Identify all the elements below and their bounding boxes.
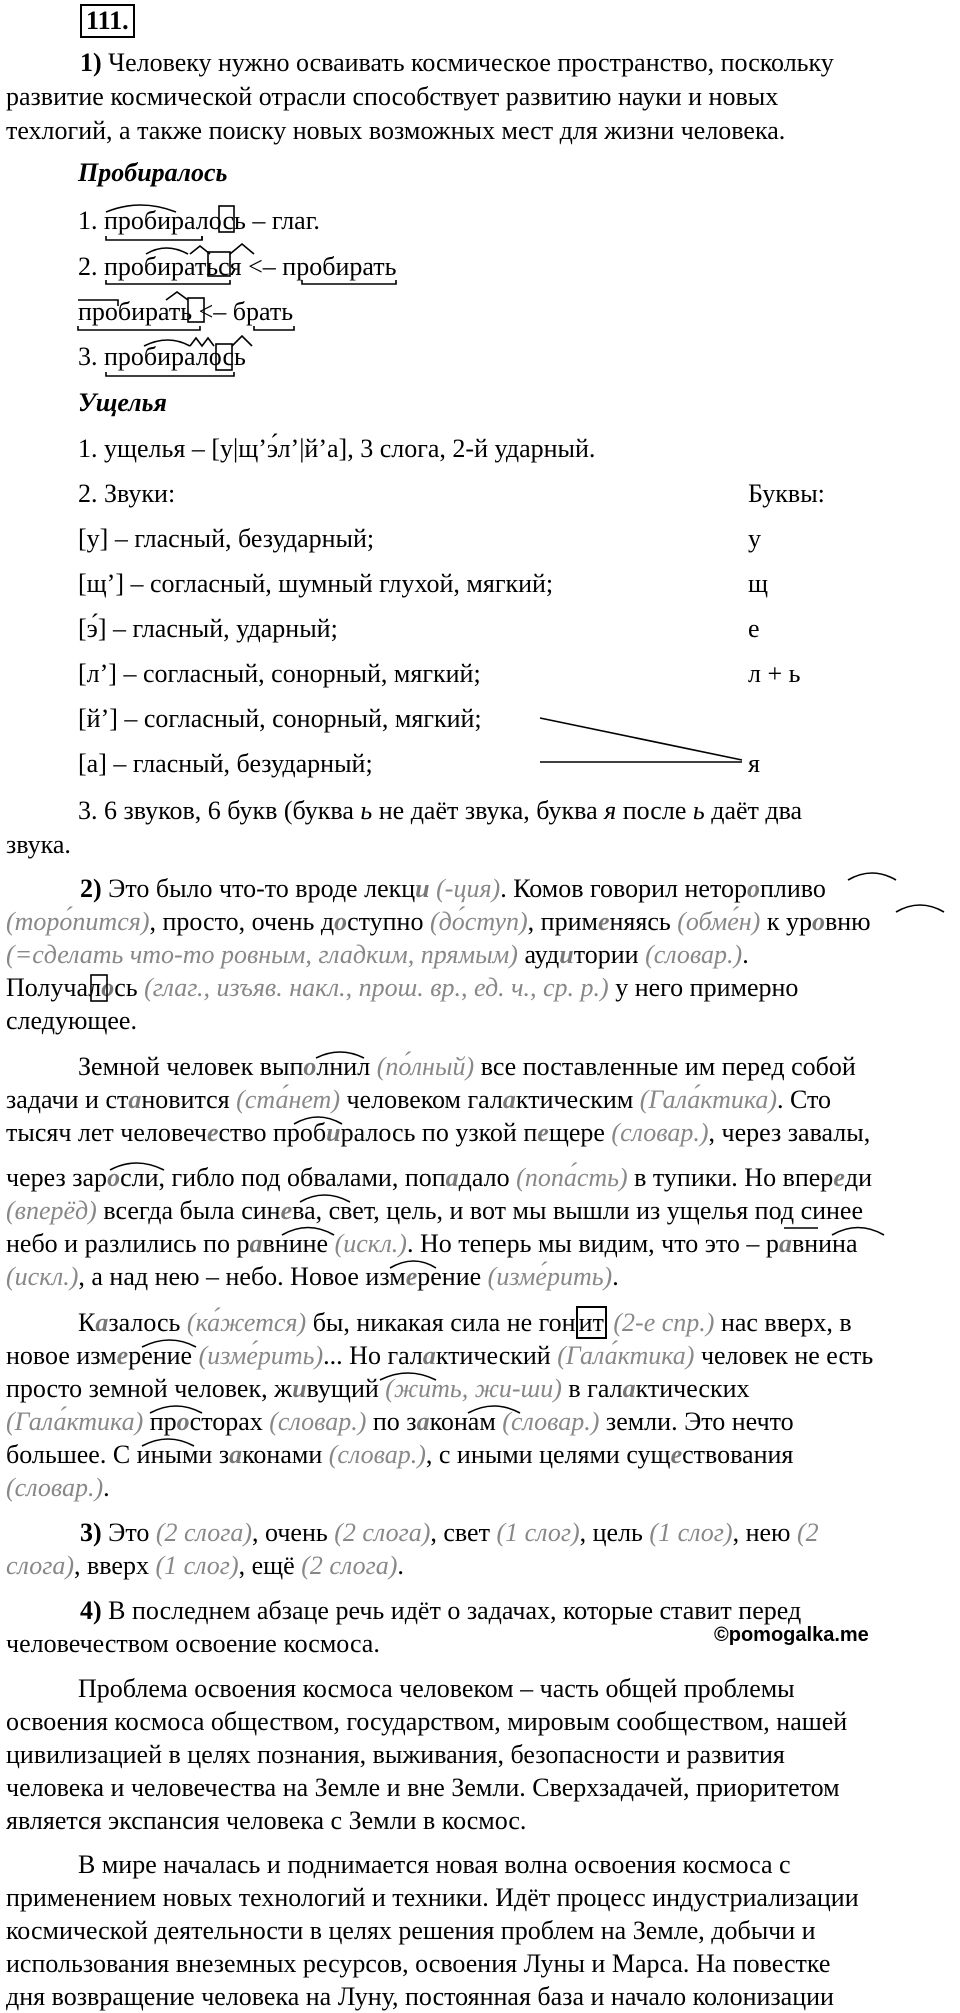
p4-line-4 [6, 1407, 794, 1437]
note: (Гала́ктика) [557, 1341, 695, 1370]
summary-part: даёт два [704, 796, 803, 825]
sound-row: [л’] – согласный, сонорный, мягкий; [78, 659, 481, 688]
note: (Гала́ктика) [639, 1085, 778, 1114]
note: (2 слога) [334, 1518, 431, 1547]
note: (словар.) [328, 1440, 426, 1469]
note: (2 слога) [301, 1551, 398, 1580]
sound-row: [й’] – согласный, сонорный, мягкий; [78, 704, 482, 733]
p3-line-7 [6, 1262, 619, 1292]
note: (изме́рить) [487, 1262, 613, 1291]
p5-line-1 [80, 1518, 819, 1548]
text: ктическим [515, 1085, 640, 1114]
text: . [397, 1551, 404, 1580]
text: вню [824, 907, 871, 936]
text: . Но теперь мы видим, что это – р [406, 1229, 779, 1258]
note: (ка́жется) [186, 1308, 307, 1337]
summary-part: не даёт звука, буква [372, 796, 605, 825]
p5-line-2 [6, 1551, 404, 1581]
word1-step-1: 1. пробиралось – глаг. [78, 206, 320, 235]
text: ья [724, 1196, 749, 1225]
vowel: а [778, 1229, 792, 1258]
text: у него примерно [608, 973, 799, 1002]
note: (Гала́ктика) [6, 1407, 144, 1436]
note: (словар.) [6, 1473, 104, 1502]
sounds-header: 2. Звуки: [78, 479, 176, 508]
text: Земной человек вып [78, 1052, 304, 1081]
text: , а над нею – небо. Новое изм [78, 1262, 406, 1291]
text: залось [108, 1308, 187, 1337]
vowel: е [597, 907, 610, 936]
p2-line-1 [80, 874, 826, 904]
text: , просто, очень д [149, 907, 335, 936]
p6-number: 4) [80, 1596, 102, 1625]
text: Это [101, 1518, 156, 1547]
text: , свет [430, 1518, 497, 1547]
text: ... Но гал [323, 1341, 423, 1370]
vowel: о [176, 1407, 190, 1436]
text: внине [262, 1229, 335, 1258]
note: (по́лный) [376, 1052, 475, 1081]
text: сторах [189, 1407, 270, 1436]
vowel: а [128, 1085, 142, 1114]
p3-line-2 [6, 1085, 831, 1115]
p7-line-1: Проблема освоения космоса человеком – часть общей проблемы [78, 1674, 795, 1703]
letter-cell: я [748, 749, 760, 778]
sound-row: [щ’] – согласный, шумный глухой, мягкий; [78, 569, 554, 598]
p1-line-3: техлогий, а также поиску новых возможных мест для жизни человека. [6, 116, 786, 145]
word2-transcription: 1. ущелья – [у|щ’э́л’|й’а], 3 слога, 2-й ударный. [78, 434, 596, 463]
summary-letter: я [604, 796, 617, 825]
note: (глаг., изъяв. накл., прош. вр., ед. ч., ср. р.) [144, 973, 609, 1002]
text: вущий [306, 1374, 386, 1403]
note: (словар.) [611, 1118, 709, 1147]
vowel: а [445, 1163, 459, 1192]
vowel: и [559, 940, 574, 969]
text: , ещё [238, 1551, 302, 1580]
p8-line-3: космической деятельности в целях решения проблем на Земле, добычи и [6, 1916, 816, 1945]
root-arc [848, 873, 896, 880]
p8-line-1: В мире началась и поднимается новая волна освоения космоса с [78, 1850, 791, 1879]
text: щере [548, 1118, 612, 1147]
text: ва, свет, цель, и вот мы вышли из ущел [292, 1196, 725, 1225]
vowel: а [229, 1440, 243, 1469]
text: ктический [435, 1341, 558, 1370]
p6-text-1: В последнем абзаце речь идёт о задачах, которые ставит перед [101, 1596, 802, 1625]
text: Получал [6, 973, 102, 1002]
vowel: е [280, 1196, 293, 1225]
vowel: а [622, 1374, 636, 1403]
vowel: о [101, 973, 115, 1002]
text: все поставленные им перед собой [474, 1052, 856, 1081]
ending-box: ит [576, 1306, 607, 1339]
text: лнил [316, 1052, 377, 1081]
exercise-number: 111. [80, 4, 135, 38]
summary-part: после [616, 796, 693, 825]
stem-bracket [106, 372, 234, 376]
note: (обме́н) [677, 907, 761, 936]
vowel: о [303, 1052, 317, 1081]
p7-line-4: человека и человечества на Земле и вне Земли. Сверхзадачей, приоритетом [6, 1773, 840, 1802]
note: слога) [6, 1551, 74, 1580]
note: (словар.) [502, 1407, 600, 1436]
text: . [612, 1262, 619, 1291]
text: просто земной человек, ж [6, 1374, 293, 1403]
p1-line-1 [80, 48, 834, 78]
vowel: а [95, 1308, 109, 1337]
text: по з [366, 1407, 417, 1436]
note: (ста́нет) [236, 1085, 340, 1114]
note: (2 слога) [155, 1518, 253, 1547]
p7-line-3: цивилизацией в целях познания, выживания, безопасности и развития [6, 1740, 785, 1769]
p4-line-2 [6, 1341, 873, 1371]
note: (жить, жи-ши) [385, 1374, 562, 1403]
note: (1 слог) [155, 1551, 239, 1580]
text: , прим [527, 907, 598, 936]
text: , цель [579, 1518, 650, 1547]
note: (до́ступ) [429, 907, 528, 936]
text: ктических [635, 1374, 750, 1403]
vowel: и [415, 874, 430, 903]
p3-line-3 [6, 1118, 870, 1148]
note: (вперёд) [6, 1196, 97, 1225]
note: (изме́рить) [198, 1341, 324, 1370]
text: пр [143, 1407, 177, 1436]
vowel: а [416, 1407, 430, 1436]
text: бы, никакая сила не гон [306, 1308, 576, 1337]
vowel: е [670, 1440, 683, 1469]
note: (2-е спр.) [613, 1308, 715, 1337]
p6-line-2: человечеством освоение космоса. [6, 1629, 380, 1658]
sound-row: [э́] – гласный, ударный; [78, 614, 338, 643]
watermark: ©pomogalka.me [714, 1624, 869, 1646]
vowel: а [249, 1229, 263, 1258]
text: через зар [6, 1163, 108, 1192]
letters-header: Буквы: [748, 479, 825, 508]
text: ралось по узкой п [340, 1118, 538, 1147]
note: (попа́сть) [516, 1163, 628, 1192]
text: , с иными целями сущ [425, 1440, 671, 1469]
text: , нею [732, 1518, 797, 1547]
vowel: и [326, 1118, 341, 1147]
vowel: о [811, 907, 825, 936]
text: пливо [759, 874, 826, 903]
text: земли. Это нечто [599, 1407, 794, 1436]
p2-line-4 [6, 973, 798, 1003]
text: в тупики. Но впер [627, 1163, 834, 1192]
p4-line-3 [6, 1374, 750, 1404]
word2-summary-line-1 [78, 796, 802, 826]
text: ство проб [218, 1118, 327, 1147]
note: (словар.) [645, 940, 743, 969]
word1-step-4: 3. пробиралось [78, 342, 246, 371]
text: рение [417, 1262, 488, 1291]
p1-text-1: Человеку нужно осваивать космическое пространство, поскольку [101, 48, 834, 77]
vowel: е [116, 1341, 129, 1370]
text: тысяч лет человеч [6, 1118, 207, 1147]
p3-line-6 [6, 1229, 858, 1259]
p2-line-3 [6, 940, 749, 970]
letter-cell: л + ь [748, 659, 801, 688]
note: (словар.) [269, 1407, 367, 1436]
word1-step-3: пробирать <– брать [78, 297, 294, 326]
letter-cell: у [748, 524, 761, 553]
p4-line-6 [6, 1473, 110, 1503]
text: всегда была син [96, 1196, 281, 1225]
p8-line-5: дня возвращение человека на Луну, постоянная база и начало колонизации [6, 1982, 834, 2011]
p6-line-1 [80, 1596, 801, 1626]
text: дало [458, 1163, 517, 1192]
note: (-ция) [436, 874, 501, 903]
text: , вверх [74, 1551, 156, 1580]
summary-letter: ь [360, 796, 373, 825]
note: (торо́пится) [6, 907, 150, 936]
text: ступно [347, 907, 430, 936]
text: рение [128, 1341, 199, 1370]
vowel: о [107, 1163, 121, 1192]
text: под синее [748, 1196, 864, 1225]
p8-line-4: использования внеземных ресурсов, освоения Луны и Марса. На повестке [6, 1949, 831, 1978]
text: новится [141, 1085, 237, 1114]
text: . [103, 1473, 110, 1502]
text: задачи и ст [6, 1085, 129, 1114]
word1-step-2: 2. пробираться <– пробирать [78, 252, 397, 281]
text: внина [791, 1229, 858, 1258]
word1-title: Пробиралось [78, 158, 228, 187]
stem-bracket [106, 236, 202, 240]
text: ди [844, 1163, 873, 1192]
text: няясь [609, 907, 678, 936]
sound-row: [у] – гласный, безударный; [78, 524, 375, 553]
text: . Комов говорил нетор [500, 874, 747, 903]
vowel: о [746, 874, 760, 903]
text: , через завалы, [708, 1118, 871, 1147]
text: ствования [682, 1440, 794, 1469]
text: конами [242, 1440, 329, 1469]
summary-letter: ь [692, 796, 705, 825]
vowel: е [833, 1163, 845, 1192]
text: большее. С иными з [6, 1440, 230, 1469]
p2-number: 2) [80, 874, 102, 903]
note: (искл.) [6, 1262, 79, 1291]
text: , очень [252, 1518, 335, 1547]
note: (2 [796, 1518, 819, 1547]
p1-number: 1) [80, 48, 102, 77]
p2-line-5: следующее. [6, 1006, 137, 1035]
vowel: о [334, 907, 348, 936]
letter-cell: щ [748, 569, 769, 598]
p4-line-1 [78, 1308, 852, 1338]
p3-line-1 [78, 1052, 856, 1082]
text: человеком гал [339, 1085, 503, 1114]
p8-line-2: применением новых технологий и техники. Идёт процесс индустриализации [6, 1883, 859, 1912]
note: (1 слог) [649, 1518, 733, 1547]
p7-line-5: является экспансия человека с Земли в космос. [6, 1806, 527, 1835]
p5-number: 3) [80, 1518, 102, 1547]
text: К [78, 1308, 96, 1337]
text: новое изм [6, 1341, 117, 1370]
vowel: и [292, 1374, 307, 1403]
text: нас вверх, в [714, 1308, 852, 1337]
text: конам [429, 1407, 503, 1436]
text: ауд [517, 940, 560, 969]
root-arc [896, 905, 944, 912]
text: . [742, 940, 749, 969]
note: (1 слог) [496, 1518, 580, 1547]
text: к ур [760, 907, 812, 936]
vowel: а [502, 1085, 516, 1114]
sound-letter-link [540, 718, 742, 760]
text: в гал [561, 1374, 623, 1403]
text: небо и разлились по р [6, 1229, 250, 1258]
sound-row: [а] – гласный, безударный; [78, 749, 373, 778]
text: Это было что-то вроде лекц [101, 874, 416, 903]
vowel: е [405, 1262, 418, 1291]
summary-part: 3. 6 звуков, 6 букв (буква [78, 796, 361, 825]
text: . Сто [777, 1085, 832, 1114]
p2-line-2 [6, 907, 871, 937]
letter-cell: е [748, 614, 760, 643]
text: сь [114, 973, 145, 1002]
note: (=сделать что-то ровным, гладким, прямым) [6, 940, 518, 969]
p3-line-5 [6, 1196, 863, 1226]
vowel: е [537, 1118, 549, 1147]
vowel: е [206, 1118, 219, 1147]
note: (искл.) [334, 1229, 407, 1258]
text: сли, гибло под обвалами, поп [120, 1163, 446, 1192]
p4-line-5 [6, 1440, 793, 1470]
p3-line-4 [6, 1163, 872, 1193]
p7-line-2: освоения космоса обществом, государством, мировым сообществом, нашей [6, 1707, 848, 1736]
text: тории [573, 940, 646, 969]
word2-summary-line-2: звука. [6, 830, 71, 859]
word2-title: Ущелья [78, 388, 167, 417]
p1-line-2: развитие космической отрасли способствует развитию науки и новых [6, 82, 779, 111]
vowel: а [422, 1341, 436, 1370]
text: человек не есть [694, 1341, 874, 1370]
